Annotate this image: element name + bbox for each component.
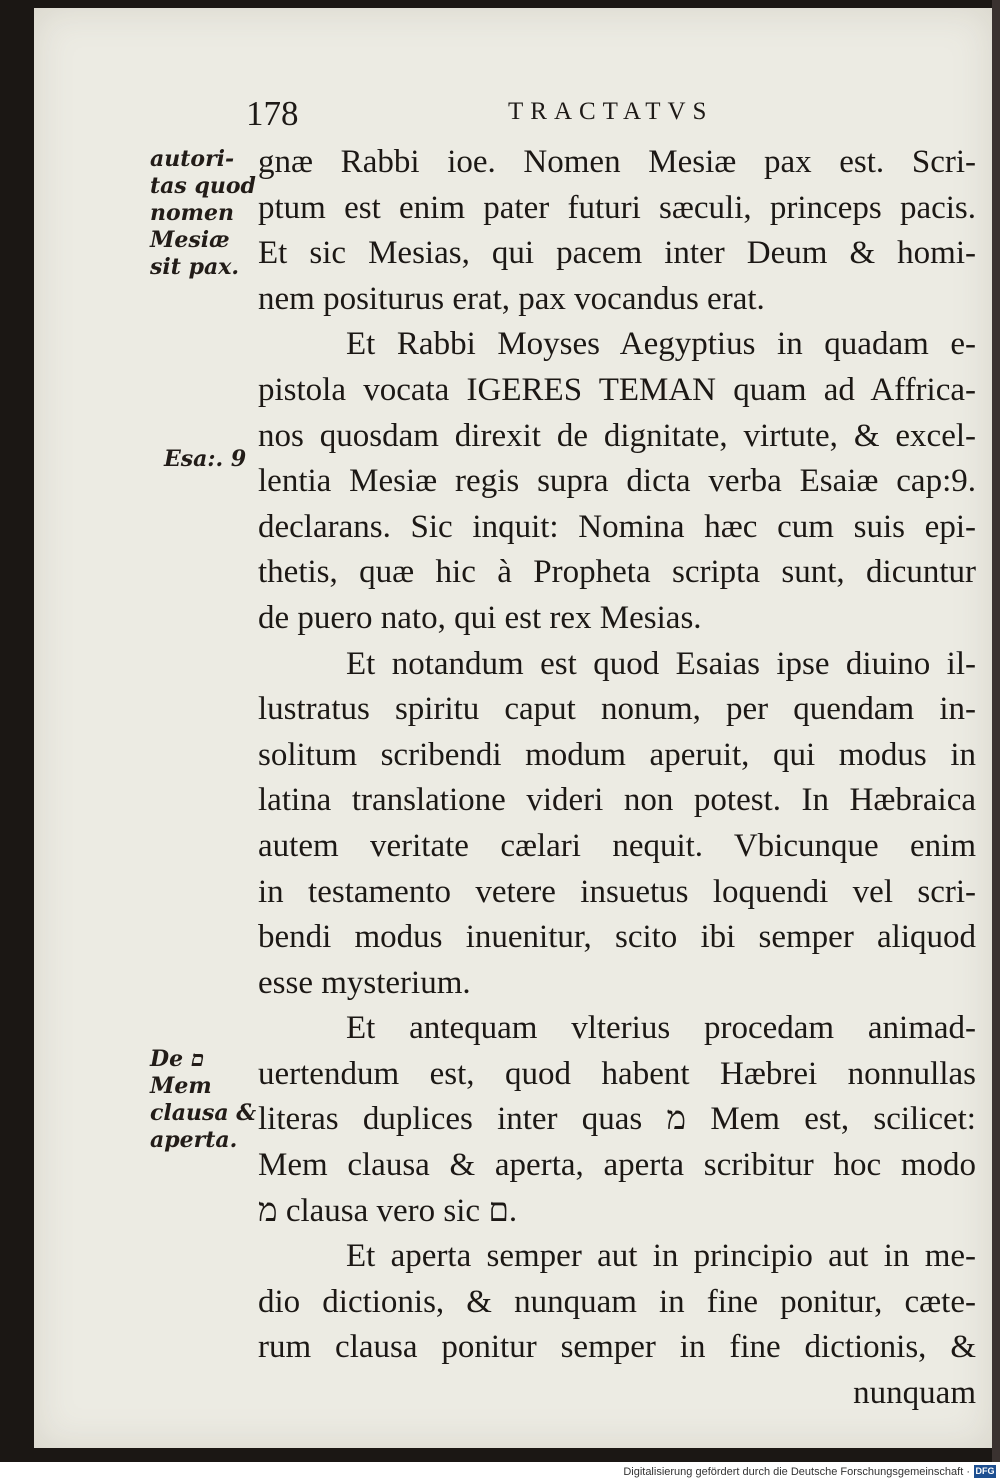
text-line: solitum scribendi modum aperuit, qui modus in — [258, 736, 976, 773]
margin-note-line: Mem — [150, 1073, 212, 1099]
text-line: esse mysterium. — [258, 964, 471, 1001]
page-header — [0, 94, 1000, 134]
text-line: bendi modus inuenitur, scito ibi semper aliquod — [258, 919, 976, 956]
footer — [0, 1462, 1000, 1482]
text-line: rum clausa ponitur semper in fine dictionis, & — [258, 1329, 976, 1366]
margin-reference-esaias: Esa:. 9 — [164, 446, 247, 472]
margin-note-line: clausa & — [150, 1100, 257, 1126]
dfg-logo[interactable]: DFG — [975, 1466, 995, 1476]
running-head: TRACTATVS — [508, 98, 714, 125]
margin-note-mem — [150, 1046, 256, 1154]
text-line: Et Rabbi Moyses Aegyptius in quadam e- — [346, 326, 976, 363]
text-line: lentia Mesiæ regis supra dicta verba Esaiæ cap:9. — [258, 463, 976, 500]
text-line: nos quosdam direxit de dignitate, virtute, & excel- — [258, 417, 976, 454]
text-line: nem positurus erat, pax vocandus erat. — [258, 280, 765, 317]
margin-note-messiah — [150, 146, 256, 281]
text-line: in testamento vetere insuetus loquendi vel scri- — [258, 873, 976, 910]
text-line: lustratus spiritu caput nonum, per quendam in- — [258, 691, 976, 728]
page-edge — [992, 0, 1000, 1462]
text-line: Et antequam vlterius procedam animad- — [346, 1010, 976, 1047]
text-line: de puero nato, qui est rex Mesias. — [258, 599, 702, 636]
text-line: ptum est enim pater futuri sæculi, princeps pacis. — [258, 189, 976, 226]
text-line: thetis, quæ hic à Propheta scripta sunt, dicuntur — [258, 554, 976, 591]
text-line: מ clausa vero sic ם. — [258, 1192, 518, 1229]
margin-note-line: Mesiæ — [150, 227, 230, 253]
text-line: declarans. Sic inquit: Nomina hæc cum suis epi- — [258, 508, 976, 545]
funding-credit: Digitalisierung gefördert durch die Deutsche Forschungsgemeinschaft · — [623, 1466, 970, 1478]
text-line: pistola vocata IGERES TEMAN quam ad Affrica- — [258, 371, 976, 408]
margin-note-line: sit pax. — [150, 254, 239, 280]
margin-note-line: autori- — [150, 146, 235, 172]
text-line: Mem clausa & aperta, aperta scribitur hoc modo — [258, 1147, 976, 1184]
text-line: Et aperta semper aut in principio aut in me- — [346, 1238, 976, 1275]
catchword: nunquam — [853, 1375, 976, 1412]
text-line: latina translatione videri non potest. In Hæbraica — [258, 782, 976, 819]
margin-note-line: nomen — [150, 200, 234, 226]
body-text — [258, 140, 976, 1417]
margin-note-line: De ם — [150, 1046, 205, 1072]
text-line: dio dictionis, & nunquam in fine ponitur, cæte- — [258, 1283, 976, 1320]
text-line: Et sic Mesias, qui pacem inter Deum & homi- — [258, 235, 976, 272]
margin-note-line: tas quod — [150, 173, 256, 199]
page-number: 178 — [246, 94, 299, 133]
text-line: autem veritate cælari nequit. Vbicunque enim — [258, 827, 976, 864]
text-line: uertendum est, quod habent Hæbrei nonnullas — [258, 1055, 976, 1092]
text-line: literas duplices inter quas מ Mem est, scilicet: — [258, 1101, 976, 1138]
text-line: Et notandum est quod Esaias ipse diuino il- — [346, 645, 976, 682]
text-line: gnæ Rabbi ioe. Nomen Mesiæ pax est. Scri- — [258, 144, 976, 180]
margin-note-line: aperta. — [150, 1127, 238, 1153]
